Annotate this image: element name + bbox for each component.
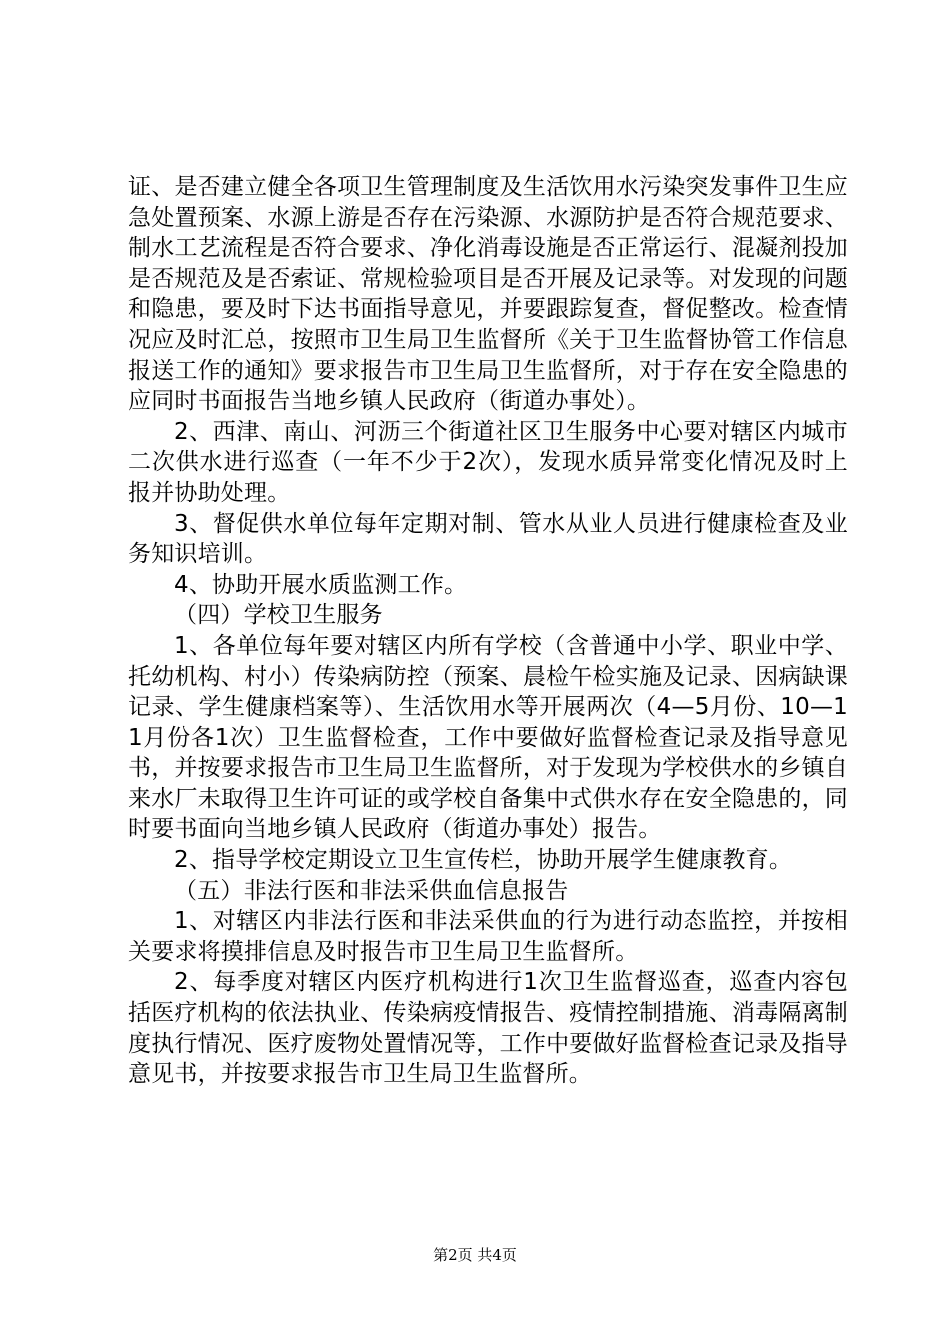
- section-heading-illegal-practice: （五）非法行医和非法采供血信息报告: [174, 877, 569, 904]
- paragraph-quarterly-inspection: 2、每季度对辖区内医疗机构进行1次卫生监督巡查，巡查内容包括医疗机构的依法执业、传染病疫情报告、疫情控制措施、消毒隔离制度执行情况、医疗废物处置情况等，工作中要做好监督检查记录及指导意见书，并按要求报告市卫生局卫生监督所。: [128, 969, 848, 1088]
- paragraph-water-monitoring: 4、协助开展水质监测工作。: [174, 571, 468, 598]
- paragraph-illegal-practice-monitoring: 1、对辖区内非法行医和非法采供血的行为进行动态监控，并按相关要求将摸排信息及时报告市卫生局卫生监督所。: [128, 908, 848, 965]
- paragraph-health-education: 2、指导学校定期设立卫生宣传栏，协助开展学生健康教育。: [174, 847, 793, 874]
- paragraph-rectification-report: 对发现的问题和隐患，要及时下达书面指导意见，并要跟踪复查，督促整改。检查情况应及时汇总，按照市卫生局卫生监督所《关于卫生监督协管工作信息报送工作的通知》要求报告市卫生局卫生监督所，对于存在安全隐患的应同时书面报告当地乡镇人民政府（街道办事处）。: [128, 265, 849, 415]
- page-footer: 第2页 共4页: [433, 1246, 517, 1264]
- document-body: [128, 172, 848, 1090]
- paragraph-staff-health-check: 3、督促供水单位每年定期对制、管水从业人员进行健康检查及业务知识培训。: [128, 510, 848, 568]
- section-heading-school-health: （四）学校卫生服务: [174, 602, 383, 629]
- paragraph-water-supply-checks: 证、是否建立健全各项卫生管理制度及生活饮用水污染突发事件卫生应急处置预案、水源上游是否存在污染源、水源防护是否符合规范要求、制水工艺流程是否符合要求、净化消毒设施是否正常运行、混凝剂投加是否规范及是否索证、常规检验项目是否开展及记录等。对发现的问题和隐患，要及时下达书面指导意见，并要跟踪复查，督促整改。检查情况应及时汇总，按照市卫生局卫生监督所《关于卫生监督协管工作信息报送工作的通知》要求报告市卫生局卫生监督所，对于存在安全隐患的应同时书面报告当地乡镇人民政府（街道办事处）。: [128, 174, 849, 415]
- paragraph-school-inspection: 1、各单位每年要对辖区内所有学校（含普通中小学、职业中学、托幼机构、村小）传染病防控（预案、晨检午检实施及记录、因病缺课记录、学生健康档案等）、生活饮用水等开展两次（4—5月份、10—11月份各1次）卫生监督检查，工作中要做好监督检查记录及指导意见书，并按要求报告市卫生局卫生监督所，对于发现为学校供水的乡镇自来水厂未取得卫生许可证的或学校自备集中式供水存在安全隐患的，同时要书面向当地乡镇人民政府（街道办事处）报告。: [128, 632, 848, 843]
- paragraph-secondary-water-supply: 2、西津、南山、河沥三个街道社区卫生服务中心要对辖区内城市二次供水进行巡查（一年不少于2次），发现水质异常变化情况及时上报并协助处理。: [128, 418, 848, 506]
